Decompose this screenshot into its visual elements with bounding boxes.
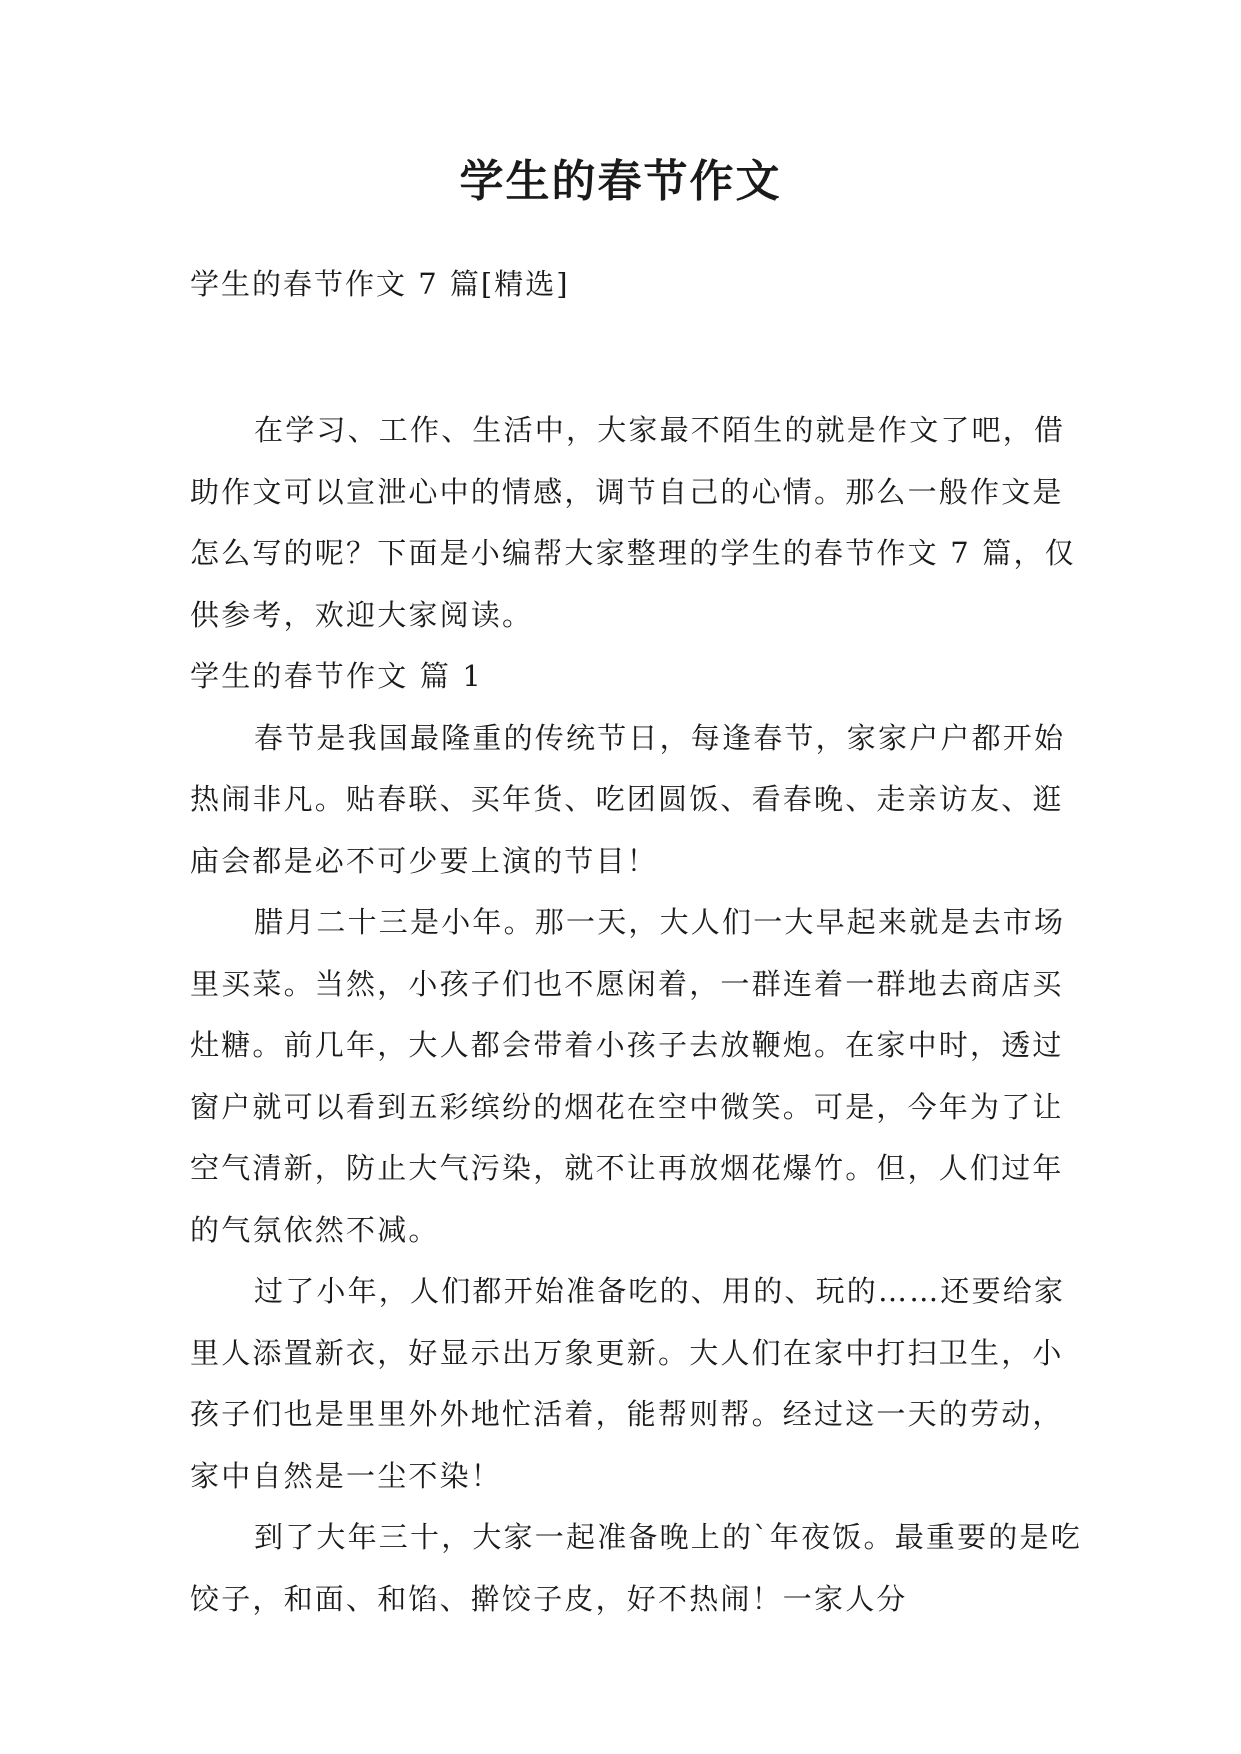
section-heading: 学生的春节作文 篇 1 [190,659,484,693]
document-subtitle: 学生的春节作文 7 篇[精选] [190,267,570,301]
document-body [190,400,1090,1630]
document-title: 学生的春节作文 [459,156,782,207]
body-paragraph-1: 春节是我国最隆重的传统节日，每逢春节，家家户户都开始热闹非凡。贴春联、买年货、吃团圆饭、看春晚、走亲访友、逛庙会都是必不可少要上演的节目！ [190,720,1066,878]
body-paragraph-3: 过了小年，人们都开始准备吃的、用的、玩的……还要给家里人添置新衣，好显示出万象更新。大人们在家中打扫卫生，小孩子们也是里里外外地忙活着，能帮则帮。经过这一天的劳动，家中自然是一尘不染！ [190,1274,1066,1493]
intro-paragraph: 在学习、工作、生活中，大家最不陌生的就是作文了吧，借助作文可以宣泄心中的情感，调节自己的心情。那么一般作文是怎么写的呢？下面是小编帮大家整理的学生的春节作文 7 篇，仅供参考，欢迎大家阅读。 [190,413,1076,632]
body-paragraph-4: 到了大年三十，大家一起准备晚上的`年夜饭。最重要的是吃饺子，和面、和馅、擀饺子皮，好不热闹！一家人分 [190,1520,1082,1616]
body-paragraph-2: 腊月二十三是小年。那一天，大人们一大早起来就是去市场里买菜。当然，小孩子们也不愿闲着，一群连着一群地去商店买灶糖。前几年，大人都会带着小孩子去放鞭炮。在家中时，透过窗户就可以看到五彩缤纷的烟花在空中微笑。可是，今年为了让空气清新，防止大气污染，就不让再放烟花爆竹。但，人们过年的气氛依然不减。 [190,905,1066,1247]
